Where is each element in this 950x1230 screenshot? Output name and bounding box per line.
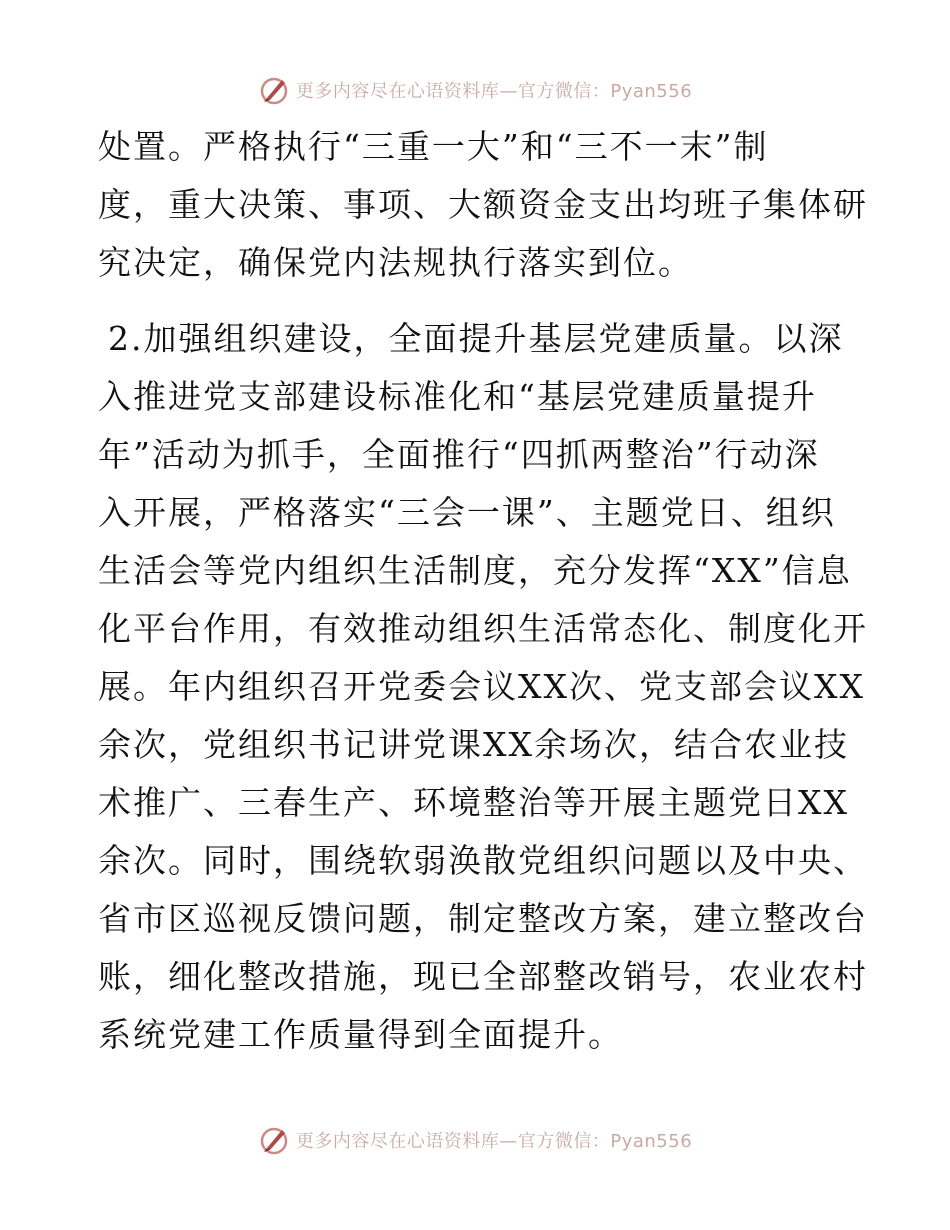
paragraph-2 [98,310,868,1064]
paragraph-line: 余次。同时，围绕软弱涣散党组织问题以及中央、 [98,841,868,880]
paragraph-line: 化平台作用，有效推动组织生活常态化、制度化开 [98,609,868,648]
paragraph-line: 系统党建工作质量得到全面提升。 [98,1015,623,1054]
watermark-text: 更多内容尽在心语资料库—官方微信：Pyan556 [295,81,693,102]
paragraph-line: 账，细化整改措施，现已全部整改销号，农业农村 [98,957,868,996]
footer-watermark [0,1123,950,1157]
paragraph-line: 处置。严格执行“三重一大”和“三不一末”制 [98,127,769,166]
paragraph-line: 术推广、三春生产、环境整治等开展主题党日XX [98,783,849,822]
paragraph-line: 入推进党支部建设标准化和“基层党建质量提升 [98,377,817,416]
paragraph-line: 省市区巡视反馈问题，制定整改方案，建立整改台 [98,899,868,938]
paragraph-line: 年”活动为抓手，全面推行“四抓两整治”行动深 [98,435,820,474]
paragraph-line: 度，重大决策、事项、大额资金支出均班子集体研 [98,185,868,224]
quill-logo-icon [258,74,290,106]
paragraph-1 [98,118,868,292]
paragraph-line: 展。年内组织召开党委会议XX次、党支部会议XX [98,667,865,706]
watermark-text: 更多内容尽在心语资料库—官方微信：Pyan556 [295,1131,693,1152]
paragraph-line: 2.加强组织建设，全面提升基层党建质量。以深 [108,319,844,358]
quill-logo-icon [258,1124,290,1156]
paragraph-line: 生活会等党内组织生活制度，充分发挥“XX”信息 [98,551,852,590]
paragraph-line: 究决定，确保党内法规执行落实到位。 [98,243,693,282]
paragraph-line: 入开展，严格落实“三会一课”、主题党日、组织 [98,493,836,532]
paragraph-line: 余次，党组织书记讲党课XX余场次，结合农业技 [98,725,849,764]
header-watermark [0,73,950,107]
